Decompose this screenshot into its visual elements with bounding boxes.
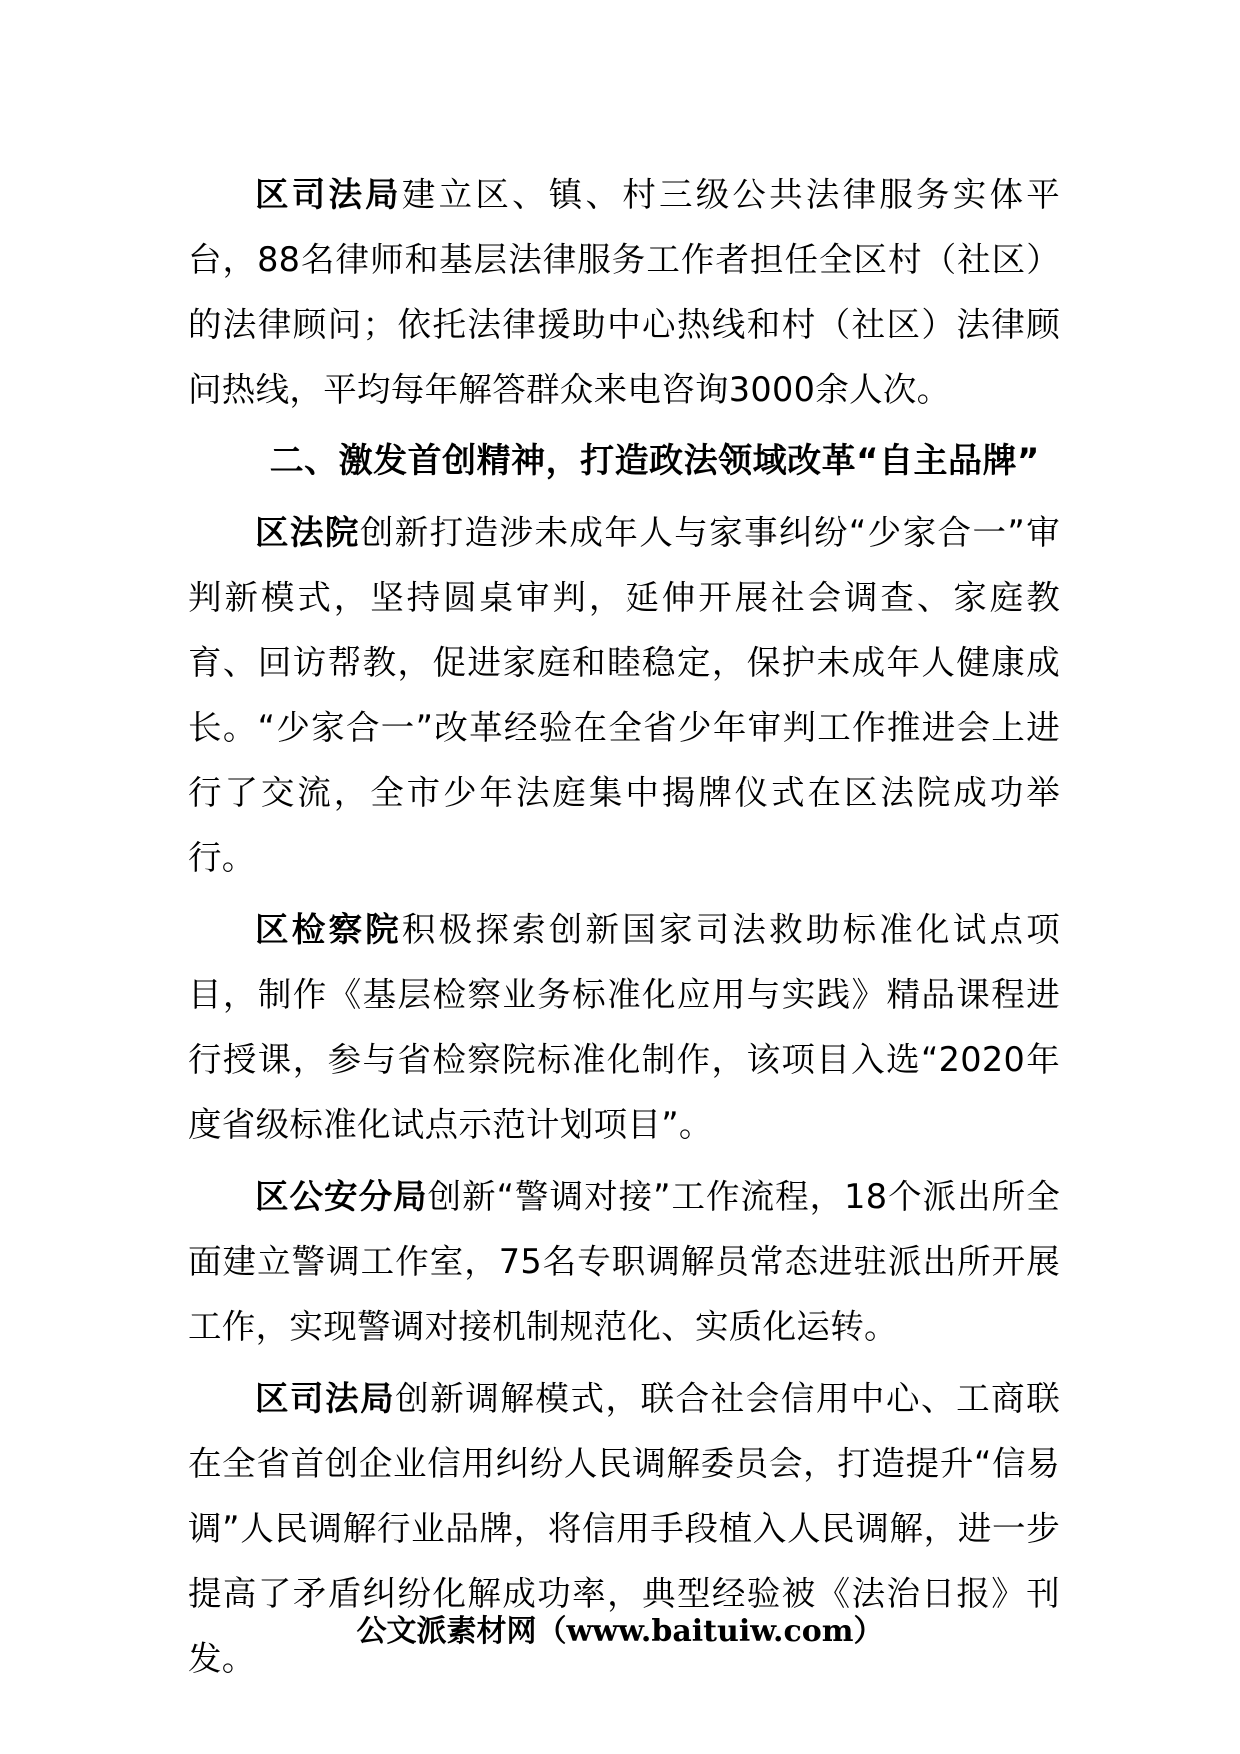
section-heading: 二、激发首创精神，打造政法领域改革“自主品牌” <box>269 441 1040 481</box>
paragraph-public-security <box>188 1164 1060 1359</box>
paragraph-text: 创新“警调对接”工作流程，18个派出所全面建立警调工作室，75名专职调解员常态进驻派出所开展工作，实现警调对接机制规范化、实质化运转。 <box>188 1177 1060 1346</box>
paragraph-district-court <box>188 500 1060 890</box>
paragraph-lead: 区公安分局 <box>255 1177 428 1216</box>
paragraph-text: 创新打造涉未成年人与家事纠纷“少家合一”审判新模式，坚持圆桌审判，延伸开展社会调查、家庭教育、回访帮教，促进家庭和睦稳定，保护未成年人健康成长。“少家合一”改革经验在全省少年审判工作推进会上进行了交流，全市少年法庭集中揭牌仪式在区法院成功举行。 <box>188 513 1060 877</box>
paragraph-lead: 区司法局 <box>255 1379 396 1418</box>
paragraph-text: 积极探索创新国家司法救助标准化试点项目，制作《基层检察业务标准化应用与实践》精品课程进行授课，参与省检察院标准化制作，该项目入选“2020年度省级标准化试点示范计划项目”。 <box>188 910 1061 1144</box>
paragraph-text: 创新调解模式，联合社会信用中心、工商联在全省首创企业信用纠纷人民调解委员会，打造提升“信易调”人民调解行业品牌，将信用手段植入人民调解，进一步提高了矛盾纠纷化解成功率，典型经验被《法治日报》刊发。 <box>188 1379 1060 1678</box>
paragraph-lead: 区法院 <box>255 513 360 552</box>
paragraph-procuratorate <box>188 897 1060 1157</box>
paragraph-lead: 区检察院 <box>255 910 402 949</box>
footer-watermark: 公文派素材网（www.baituiw.com） <box>356 1614 884 1649</box>
document-body <box>188 162 1060 1698</box>
paragraph-justice-bureau-platform <box>188 162 1060 422</box>
paragraph-lead: 区司法局 <box>255 175 402 214</box>
paragraph-text: 建立区、镇、村三级公共法律服务实体平台，88名律师和基层法律服务工作者担任全区村（社区）的法律顾问；依托法律援助中心热线和村（社区）法律顾问热线，平均每年解答群众来电咨询3000余人次。 <box>188 175 1061 409</box>
